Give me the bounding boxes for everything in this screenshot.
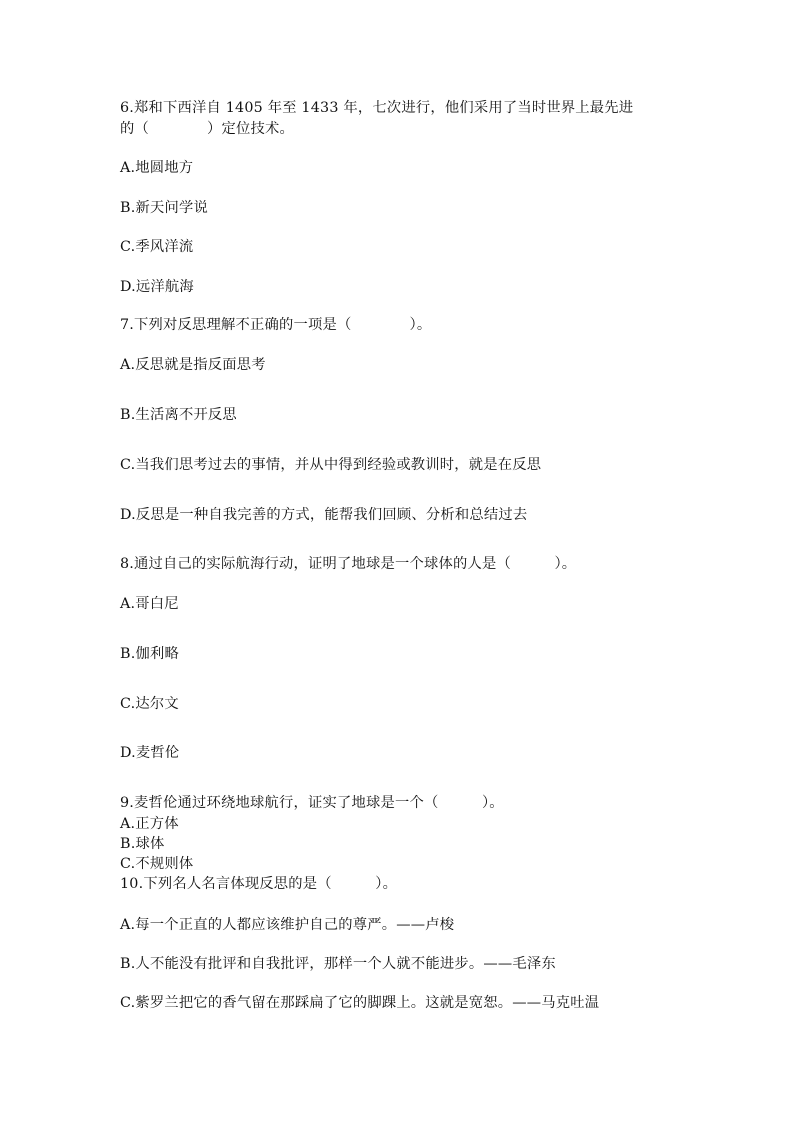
question-7-option-b: B.生活离不开反思 xyxy=(120,407,237,423)
question-8-option-a: A.哥白尼 xyxy=(120,596,179,612)
question-9-option-a: A.正方体 xyxy=(120,816,179,832)
question-6-stem-line-2: 的（ ）定位技术。 xyxy=(120,121,294,137)
question-6-option-d: D.远洋航海 xyxy=(120,279,194,295)
question-7-option-d: D.反思是一种自我完善的方式，能帮我们回顾、分析和总结过去 xyxy=(120,507,528,523)
question-10-stem: 10.下列名人名言体现反思的是（ ）。 xyxy=(120,876,398,892)
question-10-option-c: C.紫罗兰把它的香气留在那踩扁了它的脚踝上。这就是宽恕。——马克吐温 xyxy=(120,995,600,1011)
question-8-option-d: D.麦哲伦 xyxy=(120,745,180,761)
question-6-option-a: A.地圆地方 xyxy=(120,160,194,176)
question-10-option-a: A.每一个正直的人都应该维护自己的尊严。——卢梭 xyxy=(120,917,455,933)
question-9-option-c: C.不规则体 xyxy=(120,856,194,872)
question-8-stem: 8.通过自己的实际航海行动，证明了地球是一个球体的人是（ ）。 xyxy=(120,556,577,572)
question-6-stem-line-1: 6.郑和下西洋自 1405 年至 1433 年，七次进行，他们采用了当时世界上最先进 xyxy=(120,100,634,116)
question-10-option-b: B.人不能没有批评和自我批评，那样一个人就不能进步。——毛泽东 xyxy=(120,956,556,972)
question-9-stem: 9.麦哲伦通过环绕地球航行，证实了地球是一个（ ）。 xyxy=(120,795,504,811)
question-7-stem: 7.下列对反思理解不正确的一项是（ ）。 xyxy=(120,317,432,333)
question-8-option-c: C.达尔文 xyxy=(120,696,179,712)
question-6-option-b: B.新天问学说 xyxy=(120,200,208,216)
question-7-option-c: C.当我们思考过去的事情，并从中得到经验或教训时，就是在反思 xyxy=(120,457,542,473)
question-6-option-c: C.季风洋流 xyxy=(120,239,194,255)
question-8-option-b: B.伽利略 xyxy=(120,646,179,662)
question-7-option-a: A.反思就是指反面思考 xyxy=(120,357,266,373)
question-9-option-b: B.球体 xyxy=(120,836,165,852)
